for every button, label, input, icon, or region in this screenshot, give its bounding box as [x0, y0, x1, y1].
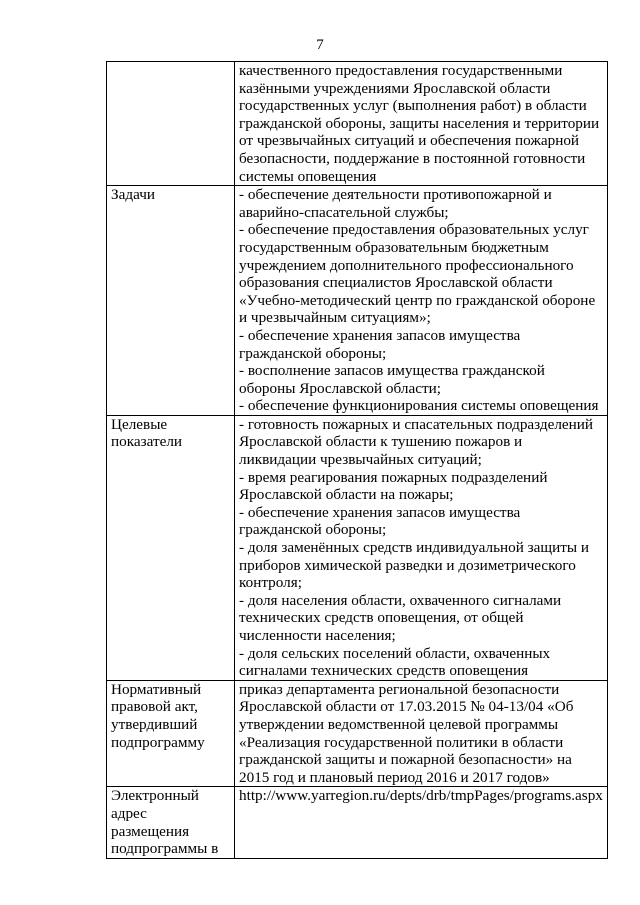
- content-line: утверждении ведомственной целевой программы: [239, 715, 559, 733]
- content-line: - доля заменённых средств индивидуальной защиты и: [239, 539, 589, 557]
- table-row: [107, 415, 608, 680]
- content-line: качественного предоставления государственными: [239, 62, 563, 79]
- content-line: технических средств оповещения, от общей: [239, 609, 524, 627]
- content-line: сигналами технических средств оповещения: [239, 662, 529, 680]
- label-line: Задачи: [111, 186, 155, 204]
- label-line: правовой акт,: [111, 698, 198, 716]
- content-line: учреждением дополнительного профессионального: [239, 256, 574, 274]
- row-content-cell: [235, 62, 608, 186]
- content-line: гражданской обороны;: [239, 344, 387, 362]
- label-line: Нормативный: [111, 680, 202, 698]
- content-line: гражданской обороны, защиты населения и территории: [239, 114, 600, 132]
- content-line: - обеспечение хранения запасов имущества: [239, 503, 521, 521]
- content-line: системы оповещения: [239, 167, 377, 185]
- content-line: - готовность пожарных и спасательных подразделений: [239, 415, 594, 433]
- content-line: - обеспечение предоставления образовательных услуг: [239, 221, 589, 239]
- content-line: гражданской обороны;: [239, 521, 387, 539]
- content-line: и чрезвычайным ситуациям»;: [239, 309, 431, 327]
- content-line: - обеспечение функционирования системы оповещения: [239, 397, 599, 415]
- content-line: приказ департамента региональной безопасности: [239, 680, 560, 698]
- table-row: [107, 186, 608, 416]
- label-line: показатели: [111, 433, 183, 451]
- row-content-cell: [235, 415, 608, 680]
- content-line: «Реализация государственной политики в области: [239, 733, 564, 751]
- content-line: численности населения;: [239, 627, 396, 644]
- content-line: - время реагирования пожарных подразделений: [239, 468, 548, 486]
- row-label-cell: [107, 415, 235, 680]
- content-line: ликвидации чрезвычайных ситуаций;: [239, 451, 482, 469]
- content-line: http://www.yarregion.ru/depts/drb/tmpPages/programs.aspx: [239, 787, 603, 805]
- content-line: от чрезвычайных ситуаций и обеспечения пожарной: [239, 132, 580, 150]
- label-line: размещения: [111, 822, 190, 840]
- label-line: Электронный: [111, 787, 199, 805]
- content-line: государственным образовательным бюджетным: [239, 238, 549, 256]
- content-line: аварийно-спасательной службы;: [239, 203, 449, 221]
- row-content-cell: [235, 787, 608, 858]
- content-line: «Учебно-методический центр по гражданской обороне: [239, 291, 596, 309]
- content-line: безопасности, поддержание в постоянной готовности: [239, 149, 586, 167]
- label-line: Целевые: [111, 415, 168, 433]
- content-line: государственных услуг (выполнения работ) в области: [239, 97, 587, 115]
- table-row: [107, 787, 608, 858]
- content-line: - доля населения области, охваченного сигналами: [239, 591, 562, 609]
- content-line: Ярославской области на пожары;: [239, 486, 454, 504]
- label-line: подпрограммы в: [111, 840, 219, 858]
- content-line: образования специалистов Ярославской области: [239, 274, 553, 292]
- row-label-cell: [107, 186, 235, 416]
- content-line: приборов химической разведки и дозиметрического: [239, 556, 576, 574]
- content-line: - восполнение запасов имущества гражданской: [239, 362, 545, 380]
- content-line: обороны Ярославской области;: [239, 379, 441, 397]
- subprogram-passport-table: [106, 61, 608, 859]
- label-line: подпрограмму: [111, 733, 205, 751]
- table-row: [107, 680, 608, 787]
- content-line: контроля;: [239, 574, 302, 592]
- content-line: - обеспечение деятельности противопожарной и: [239, 186, 552, 204]
- label-line: адрес: [111, 804, 147, 822]
- content-line: - обеспечение хранения запасов имущества: [239, 326, 521, 344]
- row-label-cell: [107, 787, 235, 858]
- content-line: гражданской защиты и пожарной безопасности» на: [239, 751, 572, 769]
- content-line: 2015 год и плановый период 2016 и 2017 годов»: [239, 768, 550, 786]
- page-number: 7: [316, 37, 324, 53]
- content-line: - доля сельских поселений области, охваченных: [239, 644, 551, 662]
- row-content-cell: [235, 186, 608, 416]
- label-line: утвердивший: [111, 715, 198, 733]
- table-row: [107, 62, 608, 186]
- content-line: Ярославской области к тушению пожаров и: [239, 433, 523, 451]
- content-line: казёнными учреждениями Ярославской области: [239, 79, 551, 97]
- content-line: Ярославской области от 17.03.2015 № 04-13/04 «Об: [239, 698, 574, 716]
- row-label-cell: [107, 680, 235, 787]
- row-label-cell: [107, 62, 235, 186]
- row-content-cell: [235, 680, 608, 787]
